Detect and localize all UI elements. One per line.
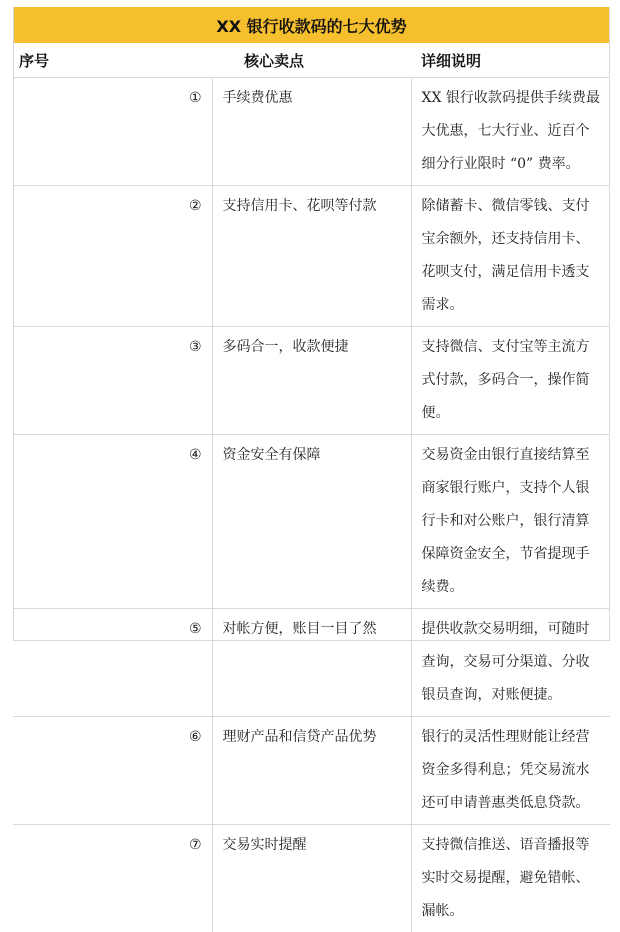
row-index: ③	[13, 327, 212, 435]
row-feature: 理财产品和信贷产品优势	[212, 717, 411, 825]
title-row	[13, 7, 610, 43]
header-index: 序号	[13, 43, 212, 78]
row-feature: 支持信用卡、花呗等付款	[212, 186, 411, 327]
table-row	[13, 825, 610, 932]
row-feature: 手续费优惠	[212, 78, 411, 186]
header-row	[13, 43, 610, 78]
row-index: ⑤	[13, 609, 212, 717]
table-row	[13, 717, 610, 825]
row-feature: 对帐方便，账目一目了然	[212, 609, 411, 717]
row-detail: 提供收款交易明细，可随时查询，交易可分渠道、分收银员查询，对账便捷。	[411, 609, 610, 717]
row-detail: 交易资金由银行直接结算至商家银行账户，支持个人银行卡和对公账户，银行清算保障资金安全，节省提现手续费。	[411, 435, 610, 609]
row-feature: 多码合一，收款便捷	[212, 327, 411, 435]
header-detail: 详细说明	[411, 43, 610, 78]
table-row	[13, 609, 610, 717]
row-index: ①	[13, 78, 212, 186]
row-detail: XX 银行收款码提供手续费最大优惠，七大行业、近百个细分行业限时 “0” 费率。	[411, 78, 610, 186]
row-index: ⑥	[13, 717, 212, 825]
row-detail: 支持微信、支付宝等主流方式付款，多码合一，操作简便。	[411, 327, 610, 435]
row-feature: 资金安全有保障	[212, 435, 411, 609]
header-feature: 核心卖点	[212, 43, 411, 78]
row-detail: 支持微信推送、语音播报等实时交易提醒，避免错帐、漏帐。	[411, 825, 610, 932]
advantages-table	[13, 7, 610, 932]
row-detail: 除储蓄卡、微信零钱、支付宝余额外，还支持信用卡、花呗支付，满足信用卡透支需求。	[411, 186, 610, 327]
row-index: ②	[13, 186, 212, 327]
row-index: ④	[13, 435, 212, 609]
table-row	[13, 78, 610, 186]
row-feature: 交易实时提醒	[212, 825, 411, 932]
table-row	[13, 186, 610, 327]
table-row	[13, 327, 610, 435]
table-row	[13, 435, 610, 609]
row-index: ⑦	[13, 825, 212, 932]
row-detail: 银行的灵活性理财能让经营资金多得利息；凭交易流水还可申请普惠类低息贷款。	[411, 717, 610, 825]
table-bottom-border	[13, 640, 610, 641]
advantages-table-container	[13, 7, 610, 932]
table-title: XX 银行收款码的七大优势	[13, 7, 610, 43]
